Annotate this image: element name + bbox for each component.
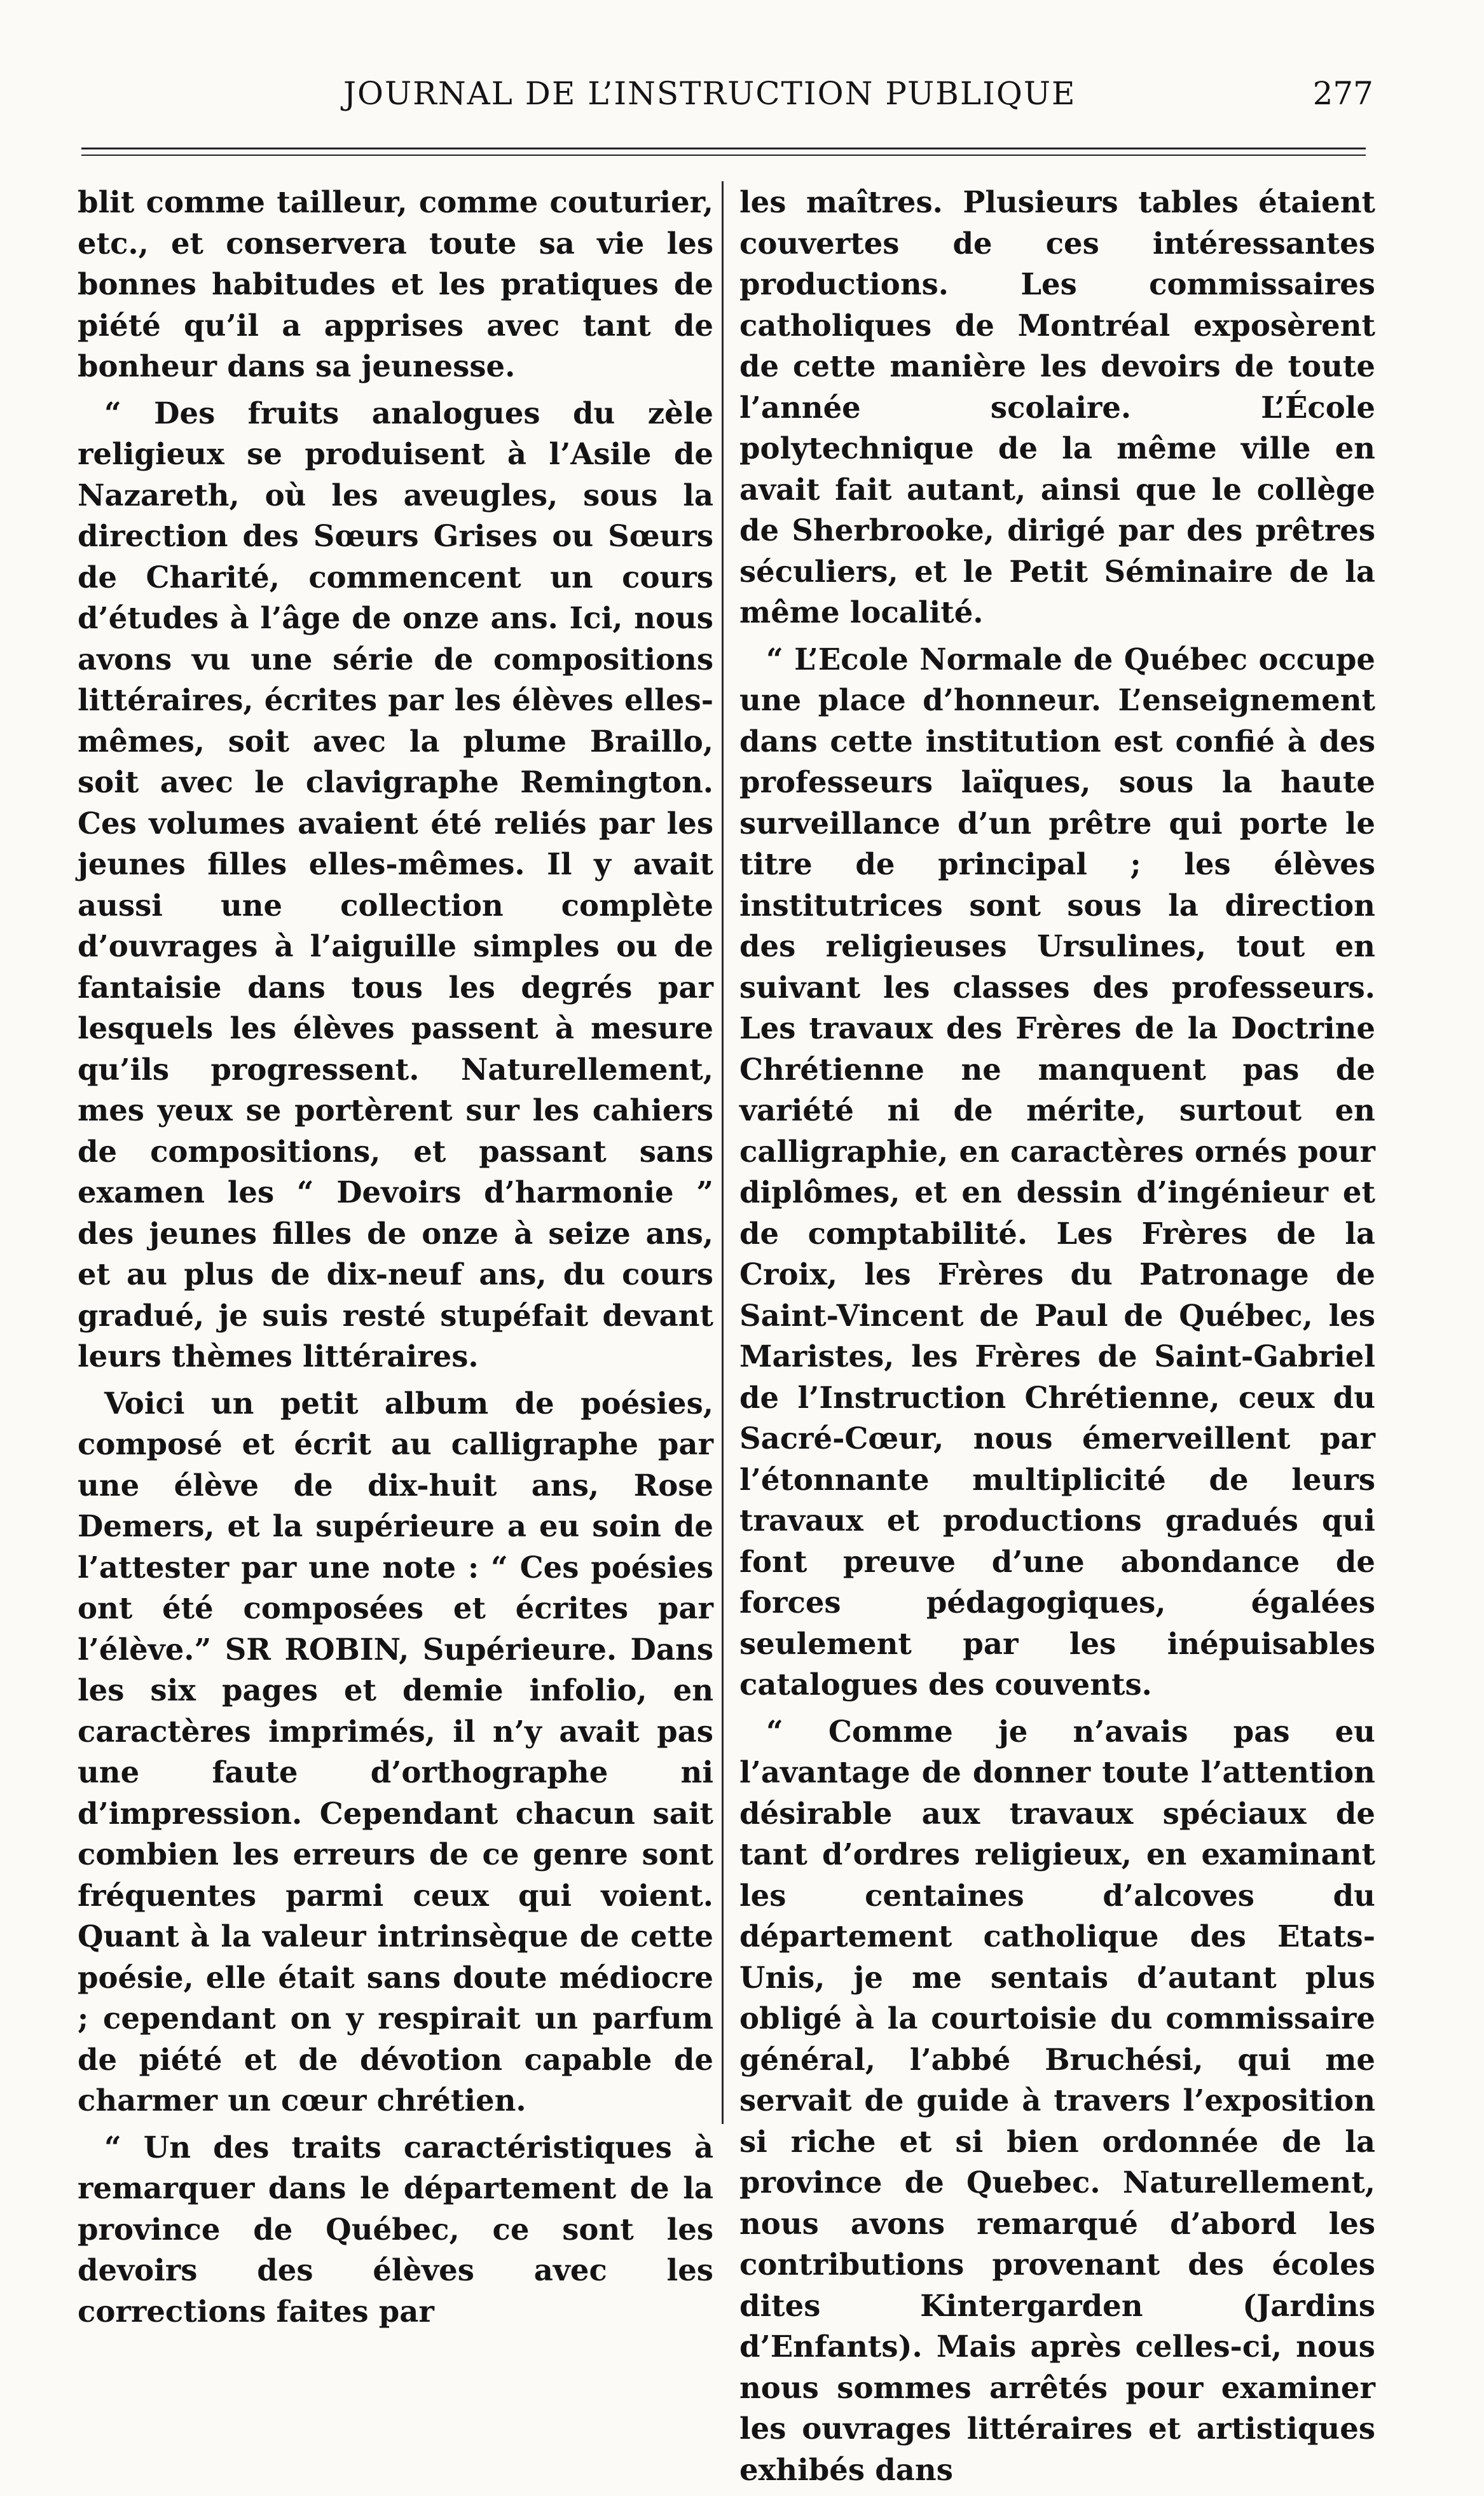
running-title: JOURNAL DE L’INSTRUCTION PUBLIQUE <box>343 75 1076 112</box>
paragraph: “ Des fruits analogues du zèle religieux se produisent à l’Asile de Nazareth, où les aveugles, sous la direction des Sœurs Grises ou Sœurs de Charité, commencent un cours d’études à l’âge de onze ans. Ici, nous avons vu une série de compositions littéraires, écrites par les élèves elles-mêmes, soit avec la plume Braillo, soit avec le clavigraphe Remington. Ces volumes avaient été reliés par les jeunes filles elles-mêmes. Il y avait aussi une collection complète d’ouvrages à l’aiguille simples ou de fantaisie dans tous les degrés par lesquels les élèves passent à mesure qu’ils progressent. Naturellement, mes yeux se portèrent sur les cahiers de compositions, et passant sans examen les “ Devoirs d’harmonie ” des jeunes filles de onze à seize ans, et au plus de dix-neuf ans, du cours gradué, je suis resté stupéfait devant leurs thèmes littéraires. <box>78 395 713 1374</box>
right-column <box>739 182 1375 2496</box>
header-rule-bottom <box>81 155 1366 156</box>
paragraph: “ Comme je n’avais pas eu l’avantage de donner toute l’attention désirable aux travaux spéciaux de tant d’ordres religieux, en examinant les centaines d’alcoves du département catholique des Etats-Unis, je me sentais d’autant plus obligé à la courtoisie du commissaire général, l’abbé Bruchési, qui me servait de guide à travers l’exposition si riche et si bien ordonnée de la province de Quebec. Naturellement, nous avons remarqué d’abord les contributions provenant des écoles dites Kintergarden (Jardins d’Enfants). Mais après celles-ci, nous nous sommes arrêtés pour examiner les ouvrages littéraires et artistiques exhibés dans <box>739 1713 1375 2487</box>
paragraph: Voici un petit album de poésies, composé et écrit au calligraphe par une élève de dix-huit ans, Rose Demers, et la supérieure a eu soin de l’attester par une note : “ Ces poésies ont été composées et écrites par l’élève.” SR ROBIN, Supérieure. Dans les six pages et demie infolio, en caractères imprimés, il n’y avait pas une faute d’orthographe ni d’impression. Cependant chacun sait combien les erreurs de ce genre sont fréquentes parmi ceux qui voient. Quant à la valeur intrinsèque de cette poésie, elle était sans doute médiocre ; cependant on y respirait un parfum de piété et de dévotion capable de charmer un cœur chrétien. <box>78 1385 713 2118</box>
paragraph: “ L’Ecole Normale de Québec occupe une place d’honneur. L’enseignement dans cette institution est confié à des professeurs laïques, sous la haute surveillance d’un prêtre qui porte le titre de principal ; les élèves institutrices sont sous la direction des religieuses Ursulines, tout en suivant les classes des professeurs. Les travaux des Frères de la Doctrine Chrétienne ne manquent pas de variété ni de mérite, surtout en calligraphie, en caractères ornés pour diplômes, et en dessin d’ingénieur et de comptabilité. Les Frères de la Croix, les Frères du Patronage de Saint-Vincent de Paul de Québec, les Maristes, les Frères de Saint-Gabriel de l’Instruction Chrétienne, ceux du Sacré-Cœur, nous émerveillent par l’étonnante multiplicité de leurs travaux et productions gradués qui font preuve d’une abondance de forces pédagogiques, égalées seulement par les inépuisables catalogues des couvents. <box>739 641 1375 1702</box>
page-number: 277 <box>1312 75 1373 112</box>
page-header <box>76 75 1373 126</box>
paragraph: blit comme tailleur, comme couturier, etc., et conservera toute sa vie les bonnes habitudes et les pratiques de piété qu’il a apprises avec tant de bonheur dans sa jeunesse. <box>78 184 713 383</box>
header-rule-top <box>81 148 1366 149</box>
left-column <box>78 182 713 2338</box>
column-divider <box>722 181 724 2124</box>
paragraph: “ Un des traits caractéristiques à remarquer dans le département de la province de Québec, ce sont les devoirs des élèves avec les corrections faites par <box>78 2129 713 2329</box>
paragraph: les maîtres. Plusieurs tables étaient couvertes de ces intéressantes productions. Les commissaires catholiques de Montréal exposèrent de cette manière les devoirs de toute l’année scolaire. L’École polytechnique de la même ville en avait fait autant, ainsi que le collège de Sherbrooke, dirigé par des prêtres séculiers, et le Petit Séminaire de la même localité. <box>739 184 1375 630</box>
